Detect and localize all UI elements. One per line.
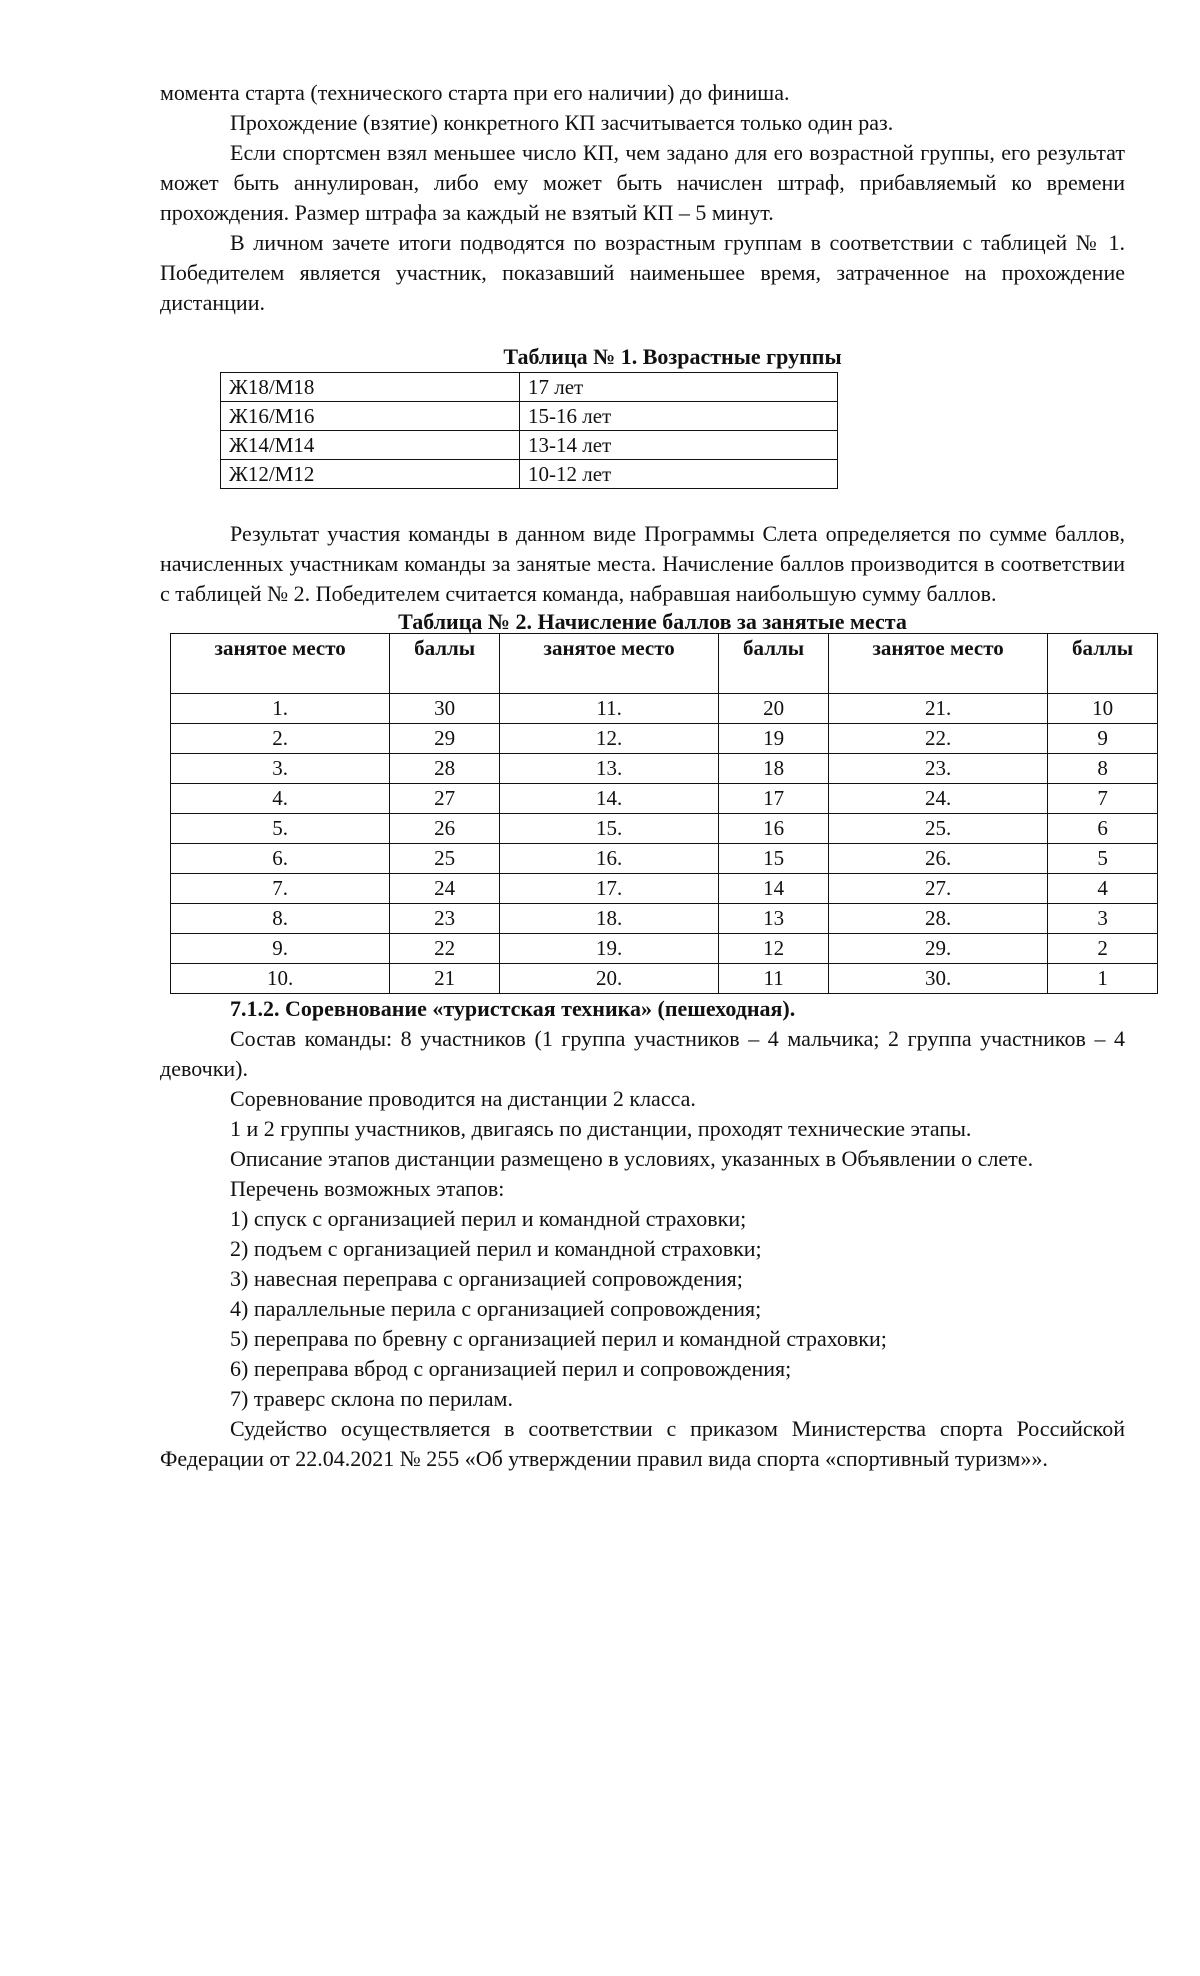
- place-cell: 26.: [828, 844, 1047, 874]
- table-row: [171, 814, 1158, 844]
- points-cell: 20: [719, 694, 829, 724]
- paragraph-judging: Судейство осуществляется в соответствии с приказом Министерства спорта Российской Федерации от 22.04.2021 № 255 «Об утверждении правил вида спорта «спортивный туризм»».: [160, 1416, 1125, 1471]
- place-cell: 10.: [171, 964, 390, 994]
- place-cell: 19.: [499, 934, 718, 964]
- place-cell: 17.: [499, 874, 718, 904]
- points-table: [170, 633, 1158, 994]
- header-points: баллы: [390, 634, 500, 694]
- points-cell: 3: [1048, 904, 1158, 934]
- list-item: 5) переправа по бревну с организацией перил и командной страховки;: [230, 1326, 887, 1351]
- points-cell: 1: [1048, 964, 1158, 994]
- paragraph-stage-list-intro: Перечень возможных этапов:: [230, 1176, 505, 1201]
- paragraph-distance-class: Соревнование проводится на дистанции 2 класса.: [230, 1086, 696, 1111]
- place-cell: 14.: [499, 784, 718, 814]
- place-cell: 25.: [828, 814, 1047, 844]
- table-row: [171, 784, 1158, 814]
- place-cell: 23.: [828, 754, 1047, 784]
- place-cell: 30.: [828, 964, 1047, 994]
- place-cell: 29.: [828, 934, 1047, 964]
- points-cell: 7: [1048, 784, 1158, 814]
- place-cell: 9.: [171, 934, 390, 964]
- document-body: [160, 78, 1134, 1474]
- table-row: [221, 431, 838, 460]
- place-cell: 5.: [171, 814, 390, 844]
- points-cell: 15: [719, 844, 829, 874]
- age-group-cell: Ж18/М18: [221, 373, 520, 402]
- points-cell: 24: [390, 874, 500, 904]
- paragraph-team-result: Результат участия команды в данном виде Программы Слета определяется по сумме баллов, начисленных участникам команды за занятые места. Начисление баллов производится в соответствии с таблицей № 2. Победителем считается команда, набравшая наибольшую сумму баллов.: [160, 521, 1125, 606]
- place-cell: 22.: [828, 724, 1047, 754]
- table-row: [171, 964, 1158, 994]
- table-row: [171, 874, 1158, 904]
- header-place: занятое место: [828, 634, 1047, 694]
- age-group-cell: Ж16/М16: [221, 402, 520, 431]
- age-range-cell: 10-12 лет: [520, 460, 838, 489]
- paragraph-checkpoint-once: Прохождение (взятие) конкретного КП засчитывается только один раз.: [230, 110, 894, 135]
- points-cell: 25: [390, 844, 500, 874]
- place-cell: 3.: [171, 754, 390, 784]
- points-cell: 29: [390, 724, 500, 754]
- points-cell: 14: [719, 874, 829, 904]
- points-cell: 2: [1048, 934, 1158, 964]
- place-cell: 4.: [171, 784, 390, 814]
- table-row: [221, 402, 838, 431]
- place-cell: 16.: [499, 844, 718, 874]
- header-place: занятое место: [499, 634, 718, 694]
- header-place: занятое место: [171, 634, 390, 694]
- points-cell: 30: [390, 694, 500, 724]
- table-row: [171, 694, 1158, 724]
- paragraph-personal-results: В личном зачете итоги подводятся по возрастным группам в соответствии с таблицей № 1. Победителем является участник, показавший наименьшее время, затраченное на прохождение дистанции.: [160, 230, 1125, 315]
- place-cell: 28.: [828, 904, 1047, 934]
- age-groups-table: [220, 372, 838, 489]
- points-cell: 8: [1048, 754, 1158, 784]
- header-points: баллы: [719, 634, 829, 694]
- table-row: [221, 373, 838, 402]
- points-cell: 9: [1048, 724, 1158, 754]
- points-cell: 21: [390, 964, 500, 994]
- points-cell: 13: [719, 904, 829, 934]
- list-item: 2) подъем с организацией перил и командной страховки;: [230, 1236, 762, 1261]
- place-cell: 1.: [171, 694, 390, 724]
- spacer: [160, 489, 1125, 519]
- place-cell: 18.: [499, 904, 718, 934]
- points-cell: 17: [719, 784, 829, 814]
- age-group-cell: Ж14/М14: [221, 431, 520, 460]
- place-cell: 2.: [171, 724, 390, 754]
- paragraph-groups-stages: 1 и 2 группы участников, двигаясь по дистанции, проходят технические этапы.: [230, 1116, 972, 1141]
- age-range-cell: 15-16 лет: [520, 402, 838, 431]
- age-group-cell: Ж12/М12: [221, 460, 520, 489]
- place-cell: 6.: [171, 844, 390, 874]
- paragraph-start-to-finish: момента старта (технического старта при его наличии) до финиша.: [160, 80, 790, 105]
- table-header-row: [171, 634, 1158, 694]
- table-row: [221, 460, 838, 489]
- age-range-cell: 17 лет: [520, 373, 838, 402]
- table-row: [171, 904, 1158, 934]
- place-cell: 11.: [499, 694, 718, 724]
- table-row: [171, 724, 1158, 754]
- paragraph-stage-description: Описание этапов дистанции размещено в условиях, указанных в Объявлении о слете.: [230, 1146, 1034, 1171]
- points-cell: 6: [1048, 814, 1158, 844]
- place-cell: 21.: [828, 694, 1047, 724]
- place-cell: 7.: [171, 874, 390, 904]
- table2-caption: Таблица № 2. Начисление баллов за занятые места: [398, 609, 907, 634]
- list-item: 3) навесная переправа с организацией сопровождения;: [230, 1266, 743, 1291]
- points-cell: 19: [719, 724, 829, 754]
- table-row: [171, 754, 1158, 784]
- list-item: 7) траверс склона по перилам.: [230, 1386, 513, 1411]
- points-cell: 10: [1048, 694, 1158, 724]
- paragraph-penalty: Если спортсмен взял меньшее число КП, чем задано для его возрастной группы, его результат может быть аннулирован, либо ему может быть начислен штраф, прибавляемый ко времени прохождения. Размер штрафа за каждый не взятый КП – 5 минут.: [160, 140, 1125, 225]
- table-row: [171, 844, 1158, 874]
- points-cell: 11: [719, 964, 829, 994]
- points-cell: 27: [390, 784, 500, 814]
- place-cell: 24.: [828, 784, 1047, 814]
- points-cell: 26: [390, 814, 500, 844]
- points-cell: 4: [1048, 874, 1158, 904]
- points-cell: 23: [390, 904, 500, 934]
- list-item: 6) переправа вброд с организацией перил и сопровождения;: [230, 1356, 792, 1381]
- section-heading: 7.1.2. Соревнование «туристская техника» (пешеходная).: [230, 996, 796, 1021]
- points-cell: 5: [1048, 844, 1158, 874]
- place-cell: 8.: [171, 904, 390, 934]
- list-item: 1) спуск с организацией перил и командной страховки;: [230, 1206, 747, 1231]
- points-cell: 28: [390, 754, 500, 784]
- table-row: [171, 934, 1158, 964]
- points-cell: 16: [719, 814, 829, 844]
- place-cell: 12.: [499, 724, 718, 754]
- list-item: 4) параллельные перила с организацией сопровождения;: [230, 1296, 762, 1321]
- header-points: баллы: [1048, 634, 1158, 694]
- table1-caption: Таблица № 1. Возрастные группы: [503, 344, 842, 369]
- place-cell: 27.: [828, 874, 1047, 904]
- points-cell: 22: [390, 934, 500, 964]
- age-range-cell: 13-14 лет: [520, 431, 838, 460]
- points-cell: 12: [719, 934, 829, 964]
- place-cell: 13.: [499, 754, 718, 784]
- stages-list: [160, 1204, 1125, 1414]
- paragraph-team-composition: Состав команды: 8 участников (1 группа участников – 4 мальчика; 2 группа участников – 4 девочки).: [160, 1026, 1125, 1081]
- place-cell: 20.: [499, 964, 718, 994]
- points-cell: 18: [719, 754, 829, 784]
- place-cell: 15.: [499, 814, 718, 844]
